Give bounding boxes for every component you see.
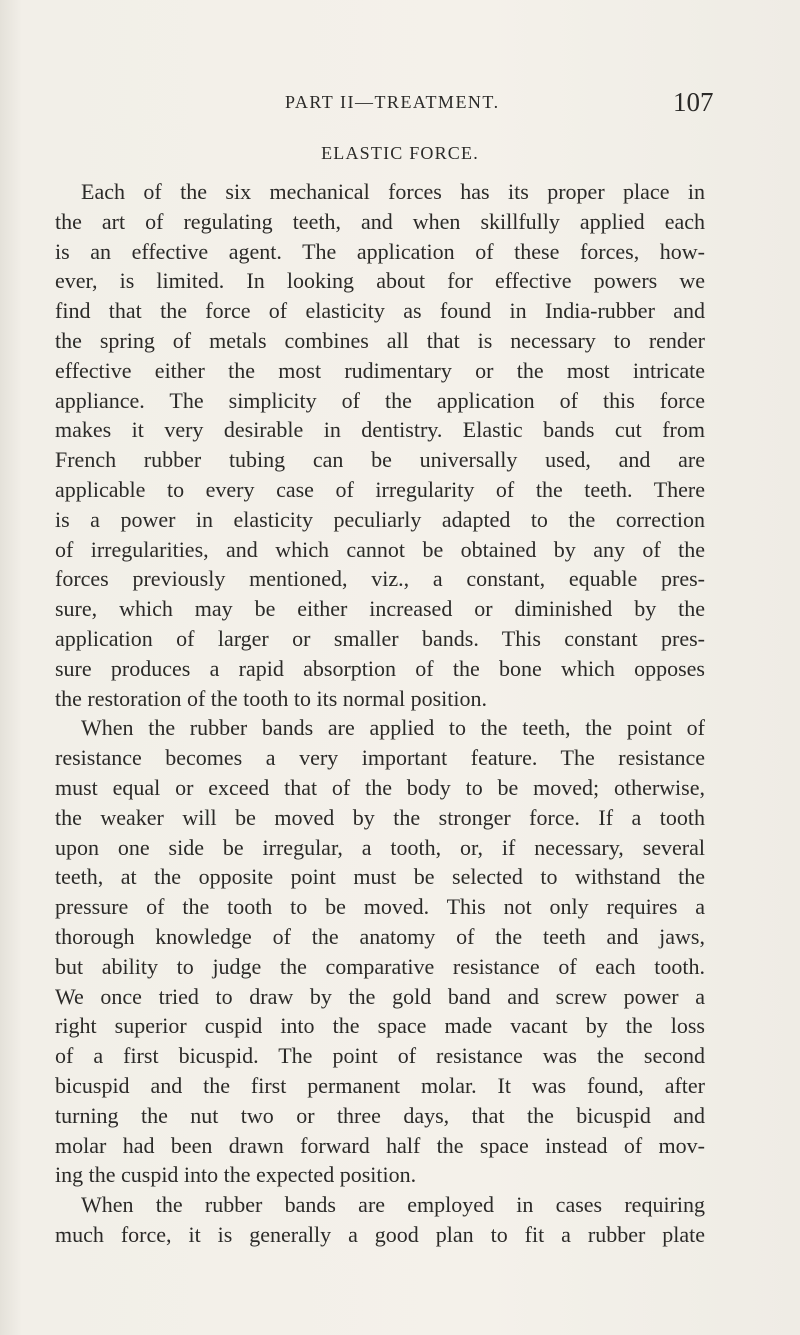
text-line: appliance. The simplicity of the application of this force xyxy=(55,387,705,413)
text-line: the spring of metals combines all that is necessary to render xyxy=(55,327,705,353)
text-line: is a power in elasticity peculiarly adapted to the correction xyxy=(55,506,705,532)
text-line: must equal or exceed that of the body to be moved; otherwise, xyxy=(55,774,705,800)
text-line: French rubber tubing can be universally used, and are xyxy=(55,447,705,473)
text-line: but ability to judge the comparative resistance of each tooth. xyxy=(55,953,705,979)
text-line: find that the force of elasticity as found in India-rubber and xyxy=(55,298,705,324)
text-line: much force, it is generally a good plan to fit a rubber plate xyxy=(55,1221,705,1247)
body-text xyxy=(55,177,705,1250)
text-line: upon one side be irregular, a tooth, or, if necessary, several xyxy=(55,834,705,860)
text-line: the weaker will be moved by the stronger force. If a tooth xyxy=(55,804,705,830)
running-head-title: PART II—TREATMENT. xyxy=(285,92,500,112)
text-line: of a first bicuspid. The point of resistance was the second xyxy=(55,1043,705,1069)
text-line: turning the nut two or three days, that the bicuspid and xyxy=(55,1102,705,1128)
text-line: thorough knowledge of the anatomy of the teeth and jaws, xyxy=(55,923,705,949)
text-line: applicable to every case of irregularity of the teeth. There xyxy=(55,476,705,502)
text-line: of irregularities, and which cannot be obtained by any of the xyxy=(55,536,705,562)
text-line: When the rubber bands are applied to the teeth, the point of xyxy=(81,715,705,741)
text-line: effective either the most rudimentary or the most intricate xyxy=(55,357,705,383)
text-line: the art of regulating teeth, and when skillfully applied each xyxy=(55,208,705,234)
text-line: resistance becomes a very important feature. The resistance xyxy=(55,745,705,771)
page-number: 107 xyxy=(673,87,714,117)
text-line: We once tried to draw by the gold band and screw power a xyxy=(55,983,705,1009)
text-line: Each of the six mechanical forces has its proper place in xyxy=(81,179,705,204)
text-line: sure produces a rapid absorption of the bone which opposes xyxy=(55,655,705,681)
running-head xyxy=(0,87,800,120)
text-line: bicuspid and the first permanent molar. It was found, after xyxy=(55,1072,705,1098)
text-line: makes it very desirable in dentistry. Elastic bands cut from xyxy=(55,417,705,443)
text-line: pressure of the tooth to be moved. This not only requires a xyxy=(55,894,705,920)
text-line: molar had been drawn forward half the space instead of mov- xyxy=(55,1132,705,1158)
text-line: the restoration of the tooth to its normal position. xyxy=(55,685,487,711)
text-line: When the rubber bands are employed in cases requiring xyxy=(81,1192,705,1218)
text-line: forces previously mentioned, viz., a constant, equable pres- xyxy=(55,566,705,592)
text-line: sure, which may be either increased or diminished by the xyxy=(55,596,705,622)
text-line: application of larger or smaller bands. This constant pres- xyxy=(55,625,705,651)
text-line: right superior cuspid into the space made vacant by the loss xyxy=(55,1013,705,1039)
text-line: ing the cuspid into the expected position. xyxy=(55,1162,417,1188)
text-line: teeth, at the opposite point must be selected to withstand the xyxy=(55,864,705,890)
section-title: ELASTIC FORCE. xyxy=(321,143,479,163)
text-line: is an effective agent. The application of these forces, how- xyxy=(55,238,705,264)
text-line: ever, is limited. In looking about for effective powers we xyxy=(55,268,705,294)
